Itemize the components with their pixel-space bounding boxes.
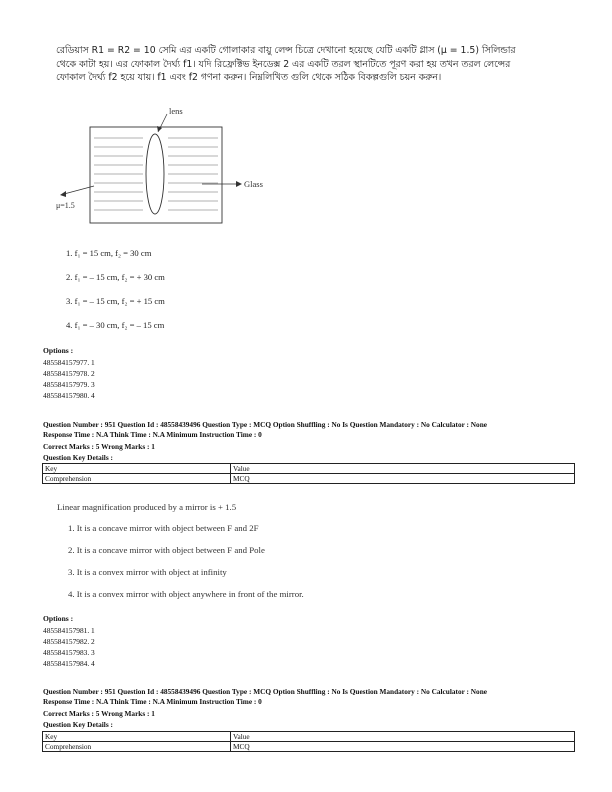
- table-row: [43, 464, 575, 474]
- q1-options-label: Options :: [43, 346, 74, 355]
- mu-label: μ=1.5: [56, 201, 75, 210]
- q1-choice-1: 1. f₁ = 15 cm, f₂ = 30 cm: [66, 248, 152, 258]
- q1-option-id-1: 485584157977. 1: [43, 358, 95, 367]
- mu-pointer-head: [60, 191, 66, 197]
- value-cell: MCQ: [231, 474, 575, 484]
- q1-choice-4: 4. f₁ = – 30 cm, f₂ = – 15 cm: [66, 320, 165, 330]
- key-header: Key: [43, 464, 231, 474]
- q2-options-label: Options :: [43, 614, 74, 623]
- value-header: Value: [231, 732, 575, 742]
- q1-option-id-4: 485584157980. 4: [43, 391, 95, 400]
- q2-option-id-1: 485584157981. 1: [43, 626, 95, 635]
- mu-pointer: [64, 186, 94, 194]
- q3-key-table: [42, 731, 575, 752]
- q2-text: Linear magnification produced by a mirror is + 1.5: [57, 502, 237, 512]
- table-row: [43, 474, 575, 484]
- q2-choice-1: 1. It is a concave mirror with object between F and 2F: [68, 523, 259, 533]
- q1-option-id-2: 485584157978. 2: [43, 369, 95, 378]
- q3-meta-line-2: Response Time : N.A Think Time : N.A Minimum Instruction Time : 0: [43, 697, 262, 706]
- key-header: Key: [43, 732, 231, 742]
- air-lens: [146, 134, 164, 214]
- q1-choice-3: 3. f₁ = – 15 cm, f₂ = + 15 cm: [66, 296, 165, 306]
- q2-meta-line-1: Question Number : 951 Question Id : 48558439496 Question Type : MCQ Option Shuffling : No Is Question Mandatory : No Calculator : None: [43, 420, 487, 429]
- q3-key-details: Question Key Details :: [43, 720, 113, 729]
- q2-meta-line-2: Response Time : N.A Think Time : N.A Minimum Instruction Time : 0: [43, 430, 262, 439]
- key-cell: Comprehension: [43, 742, 231, 752]
- q2-key-table: [42, 463, 575, 484]
- q2-option-id-3: 485584157983. 3: [43, 648, 95, 657]
- question-1-text: রেডিয়াস R1 = R2 = 10 সেমি এর একটি গোলাকার বায়ু লেন্স চিত্রে দেখানো হয়েছে যেটি একটি গ্লাস (μ = 1.5) সিলিন্ডার থেকে কাটা হয়। এর ফোকাল দৈর্ঘ্য f1। যদি রিফ্রেক্টিভ ইনডেক্স 2 এর একটি তরল স্থানটিতে পূরণ করা হয় তখন তরল লেন্সের ফোকাল দৈর্ঘ্য f2 হয়ে যায়। f1 এবং f2 গণনা করুন। নিম্নলিখিত গুলি থেকে সঠিক বিকল্পগুলি চয়ন করুন।: [56, 45, 516, 83]
- q2-choice-2: 2. It is a concave mirror with object between F and Pole: [68, 545, 265, 555]
- lens-diagram: [52, 102, 282, 224]
- q2-marks: Correct Marks : 5 Wrong Marks : 1: [43, 442, 155, 451]
- table-row: [43, 742, 575, 752]
- q2-key-details: Question Key Details :: [43, 453, 113, 462]
- table-row: [43, 732, 575, 742]
- q2-option-id-2: 485584157982. 2: [43, 637, 95, 646]
- value-header: Value: [231, 464, 575, 474]
- q2-choice-3: 3. It is a convex mirror with object at infinity: [68, 567, 227, 577]
- lens-label: lens: [169, 106, 183, 116]
- q1-choice-2: 2. f₁ = – 15 cm, f₂ = + 30 cm: [66, 272, 165, 282]
- q2-option-id-4: 485584157984. 4: [43, 659, 95, 668]
- value-cell: MCQ: [231, 742, 575, 752]
- glass-label: Glass: [244, 179, 263, 189]
- q2-choice-4: 4. It is a convex mirror with object anywhere in front of the mirror.: [68, 589, 304, 599]
- q1-option-id-3: 485584157979. 3: [43, 380, 95, 389]
- q3-meta-line-1: Question Number : 951 Question Id : 48558439496 Question Type : MCQ Option Shuffling : No Is Question Mandatory : No Calculator : None: [43, 687, 487, 696]
- glass-pointer-head: [236, 181, 242, 187]
- q3-marks: Correct Marks : 5 Wrong Marks : 1: [43, 709, 155, 718]
- key-cell: Comprehension: [43, 474, 231, 484]
